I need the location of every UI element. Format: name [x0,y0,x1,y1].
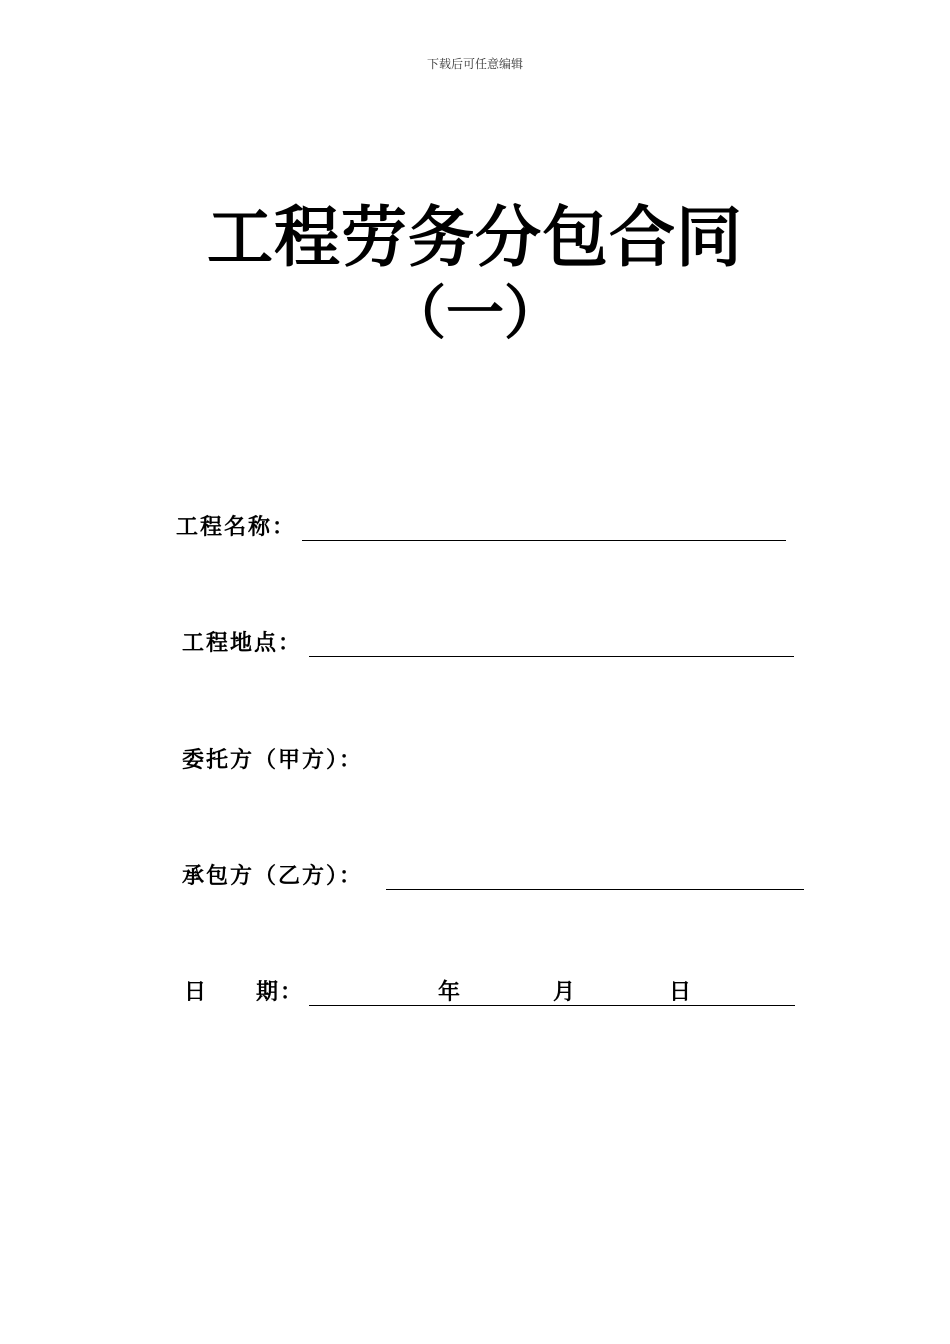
document-subtitle: （一） [387,279,562,347]
contractor-field [182,861,812,901]
client-field [182,745,482,785]
date-month-label: 月 [553,979,576,1005]
project-location-blank-line [309,656,794,657]
project-name-field [176,512,796,552]
project-location-label: 工程地点： [182,630,303,656]
date-day-label: 日 [669,979,692,1005]
contractor-label: 承包方（乙方）： [182,863,364,889]
date-blank-line [309,1005,795,1006]
document-title: 工程劳务分包合同 [207,199,743,276]
date-year-label: 年 [438,979,461,1005]
date-label: 日 期： [184,979,305,1005]
header-note: 下载后可任意编辑 [426,57,523,71]
project-name-label: 工程名称： [176,514,297,540]
project-location-field [182,628,802,668]
client-label: 委托方（甲方）： [182,747,364,773]
contractor-blank-line [386,889,804,890]
date-field [184,977,804,1017]
project-name-blank-line [302,540,786,541]
